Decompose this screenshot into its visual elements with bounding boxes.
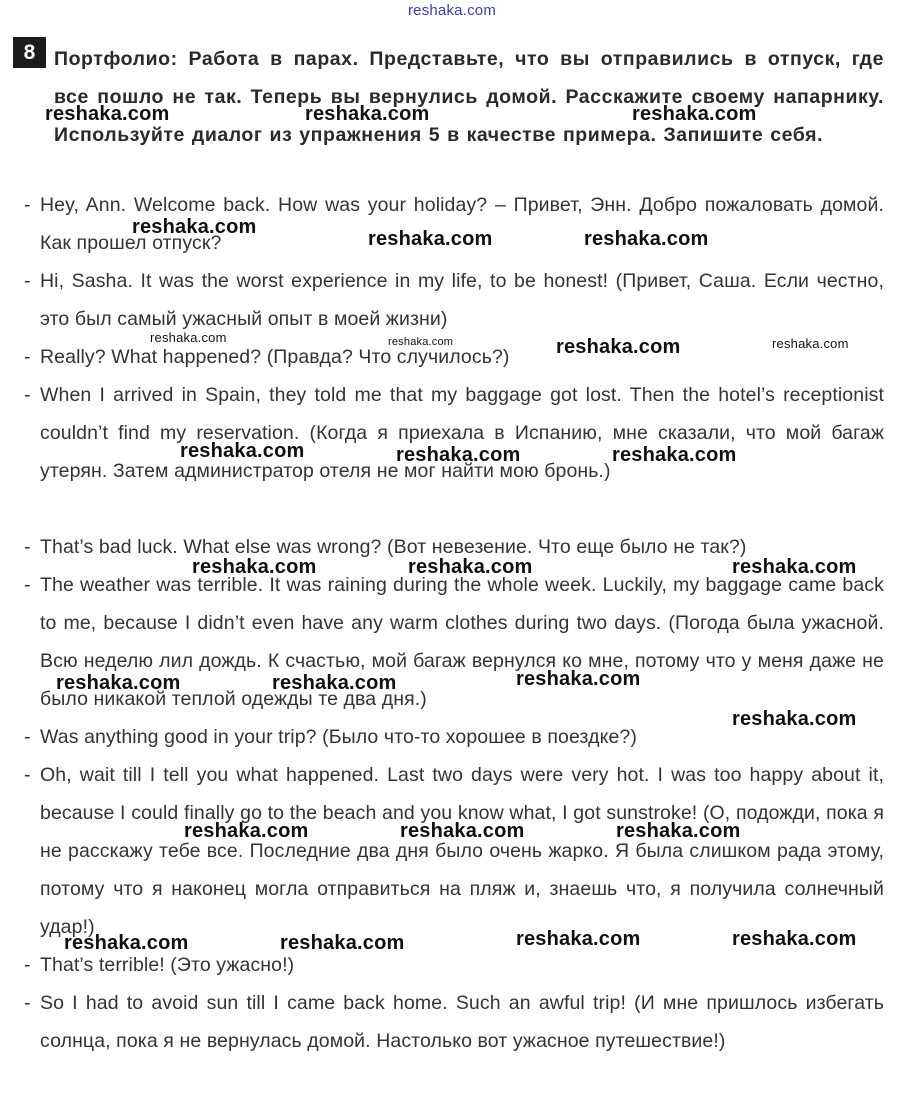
watermark: reshaka.com xyxy=(64,932,189,954)
dialogue-text: Really? What happened? (Правда? Что случилось?) xyxy=(40,346,510,368)
watermark: reshaka.com xyxy=(516,928,641,950)
dialogue-text: So I had to avoid sun till I came back home. Such an awful trip! (И мне пришлось избегать солнца, пока я не вернулась домой. Настолько вот ужасное путешествие!) xyxy=(40,992,884,1052)
watermark: reshaka.com xyxy=(772,336,849,351)
watermark: reshaka.com xyxy=(612,444,737,466)
dialogue-text: Hey, Ann. Welcome back. How was your holiday? – Привет, Энн. Добро пожаловать домой. Как прошел отпуск? xyxy=(40,194,884,254)
dialogue-dash: - xyxy=(24,764,31,786)
dialogue-line xyxy=(24,262,884,338)
watermark: reshaka.com xyxy=(280,932,405,954)
dialogue-dash: - xyxy=(24,346,31,368)
task-number-badge: 8 xyxy=(13,37,46,68)
dialogue-dash: - xyxy=(24,574,31,596)
dialogue-dash: - xyxy=(24,954,31,976)
watermark: reshaka.com xyxy=(56,672,181,694)
dialogue-text: Oh, wait till I tell you what happened. Last two days were very hot. I was too happy about it, because I could finally go to the beach and you know what, I got sunstroke! (О, подожди, пока я не расскажу тебе все. Последние два дня было очень жарко. Я была слишком рада этому, потому что я наконец могла отправиться на пляж и, знаешь что, я получила солнечный удар!) xyxy=(40,764,884,938)
watermark: reshaka.com xyxy=(400,820,525,842)
dialogue-text: Was anything good in your trip? (Было что-то хорошее в поездке?) xyxy=(40,726,637,748)
dialogue-line xyxy=(24,984,884,1060)
watermark: reshaka.com xyxy=(556,336,681,358)
dialogue-dash: - xyxy=(24,384,31,406)
dialogue-text: That’s terrible! (Это ужасно!) xyxy=(40,954,295,976)
dialogue-line xyxy=(24,566,884,718)
watermark: reshaka.com xyxy=(180,440,305,462)
watermark: reshaka.com xyxy=(45,103,170,125)
watermark: reshaka.com xyxy=(732,556,857,578)
watermark: reshaka.com xyxy=(132,216,257,238)
dialogue-line xyxy=(24,376,884,490)
dialogue-dash: - xyxy=(24,270,31,292)
watermark: reshaka.com xyxy=(388,336,454,348)
watermark: reshaka.com xyxy=(368,228,493,250)
dialogue-dash: - xyxy=(24,194,31,216)
watermark: reshaka.com xyxy=(616,820,741,842)
dialogue-dash: - xyxy=(24,726,31,748)
watermark: reshaka.com xyxy=(732,928,857,950)
watermark: reshaka.com xyxy=(272,672,397,694)
watermark: reshaka.com xyxy=(632,103,757,125)
watermark: reshaka.com xyxy=(584,228,709,250)
dialogue-text: When I arrived in Spain, they told me that my baggage got lost. Then the hotel’s receptionist couldn’t find my reservation. (Когда я приехала в Испанию, мне сказали, что мой багаж утерян. Затем администратор отеля не мог найти мою бронь.) xyxy=(40,384,884,482)
watermark: reshaka.com xyxy=(305,103,430,125)
dialogue-dash: - xyxy=(24,992,31,1014)
watermark: reshaka.com xyxy=(396,444,521,466)
watermark: reshaka.com xyxy=(192,556,317,578)
dialogue-text: The weather was terrible. It was raining during the whole week. Luckily, my baggage came back to me, because I didn’t even have any warm clothes during two days. (Погода была ужасной. Всю неделю лил дождь. К счастью, мой багаж вернулся ко мне, потому что у меня даже не было никакой теплой одежды те два дня.) xyxy=(40,574,884,710)
watermark: reshaka.com xyxy=(732,708,857,730)
dialogue-text: That’s bad luck. What else was wrong? (Вот невезение. Что еще было не так?) xyxy=(40,536,747,558)
watermark: reshaka.com xyxy=(150,330,227,345)
task-instructions: Портфолио: Работа в парах. Представьте, что вы отправились в отпуск, где все пошло не так. Теперь вы вернулись домой. Расскажите своему напарнику. Используйте диалог из упражнения 5 в качестве примера. Запишите себя. xyxy=(54,48,884,146)
watermark: reshaka.com xyxy=(408,556,533,578)
watermark-top: reshaka.com xyxy=(407,2,497,19)
dialogue-text: Hi, Sasha. It was the worst experience in my life, to be honest! (Привет, Саша. Если честно, это был самый ужасный опыт в моей жизни) xyxy=(40,270,884,330)
watermark: reshaka.com xyxy=(516,668,641,690)
watermark: reshaka.com xyxy=(184,820,309,842)
dialogue-line xyxy=(24,756,884,946)
dialogue-dash: - xyxy=(24,536,31,558)
